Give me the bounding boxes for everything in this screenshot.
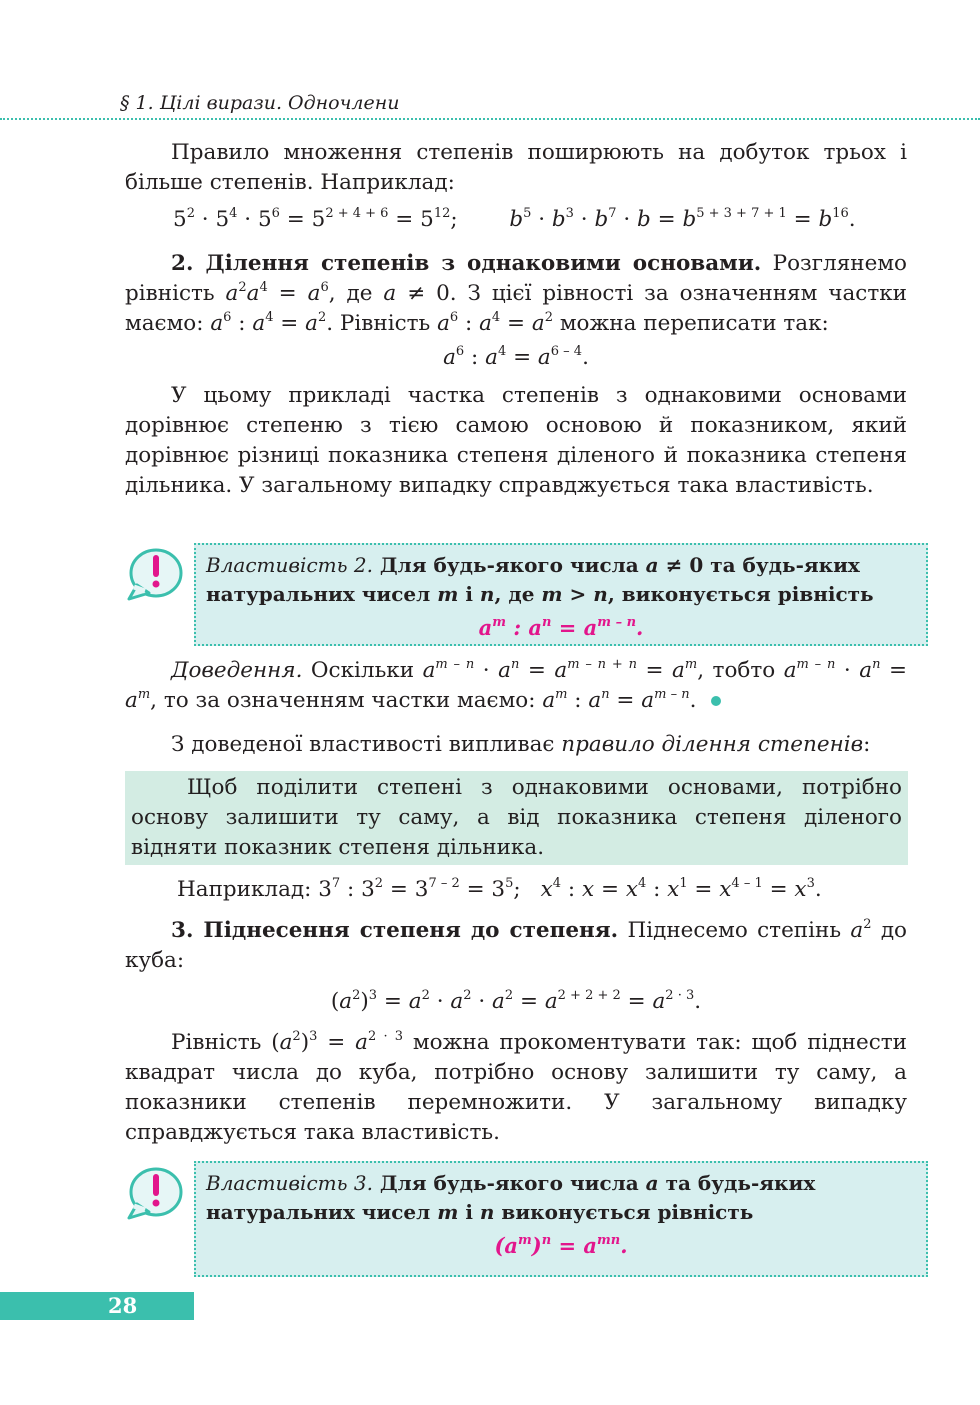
property-2-formula: $a^m$ : $a^n = a^{m - n}$. [478, 615, 644, 640]
paragraph-power-explanation: Рівність $(a^2)^3 = a^{2 \cdot 3}$ можна прокоментувати так: щоб піднести квадрат числа до куба, потрібно основу залишити ту саму, а показники степенів перемножити. У загальному випадку справджується така властивість. [125, 1029, 907, 1145]
exclamation-speech-bubble-icon [125, 541, 187, 605]
header-divider [0, 118, 980, 120]
formula-division-example: $a^6$ : $a^4 = a^{6 - 4}$. [443, 344, 589, 370]
formula-power-of-power-example: $(a^2)^3 = a^2 \cdot a^2 \cdot a^2 = a^{2 + 2 + 2} = a^{2 \cdot 3}$. [330, 988, 702, 1014]
property-3-name: Властивість 3. [206, 1171, 373, 1195]
section-2-paragraph: 2. Ділення степенів з однаковими основами. Розглянемо рівність $a^2a^4 = a^6$, де a ≠ 0. З цієї рівності за означенням частки маємо: $a^6$ : $a^4 = a^2$. Рівність $a^6$ : $a^4 = a^2$ можна переписати так: [125, 251, 907, 336]
paragraph-division-explanation [125, 381, 907, 501]
formula-right: $b^5 \cdot b^3 \cdot b^7 \cdot b = b^{5 + 3 + 7 + 1} = b^{16}$. [509, 206, 856, 232]
page-number: 28 [108, 1293, 138, 1318]
property-2-box: Властивість 2. Для будь-якого числа a ≠ 0 та будь-яких натуральних чисел m і n, де m > n, виконується рівність $a^m$ : $a^n = a^{m - n}$. [194, 543, 928, 646]
end-of-proof-dot-icon [711, 696, 721, 706]
section-3-paragraph: 3. Піднесення степеня до степеня. Піднесемо степінь $a^2$ до куба: [125, 917, 907, 973]
property-3-box: Властивість 3. Для будь-якого числа a та будь-яких натуральних чисел m і n виконується рівність $(a^m)^n = a^{mn}$. [194, 1161, 928, 1277]
proof-label: Доведення. [171, 658, 303, 683]
division-rule-box [125, 771, 908, 865]
section-2-heading: 2. Ділення степенів з однаковими основами. [171, 251, 762, 276]
running-title: § 1. Цілі вирази. Одночлени [120, 92, 400, 114]
section-3-heading: 3. Піднесення степеня до степеня. [171, 918, 619, 943]
rule-text: Щоб поділити степені з однаковими основами, потрібно основу залишити ту саму, а від показника степеня діленого відняти показник степеня дільника. [131, 775, 902, 860]
property-2-name: Властивість 2. [206, 553, 373, 577]
rule-name: правило ділення степенів [561, 732, 864, 757]
property-3-formula: $(a^m)^n = a^{mn}$. [494, 1233, 628, 1258]
exclamation-speech-bubble-icon [125, 1160, 187, 1224]
paragraph-division-rule-intro: З доведеної властивості випливає правило ділення степенів: [171, 732, 871, 757]
formula-multiplication-examples [125, 205, 907, 235]
division-examples: Наприклад: $3^7$ : $3^2 = 3^{7 - 2} = 3^5$; $x^4$ : $x = x^4$ : $x^1 = x^{4 - 1} = x^3$. [177, 876, 822, 902]
paragraph-multiplication-rule [125, 138, 907, 198]
paragraph-text: Правило множення степенів поширюють на добуток трьох і більше степенів. Наприклад: [125, 140, 907, 195]
paragraph-text: У цьому прикладі частка степенів з однаковими основами дорівнює степеню з тією самою основою й показником, який дорівнює різниці показника степеня діленого й показника степеня дільника. У загальному випадку справджується така властивість. [125, 383, 907, 498]
proof-paragraph: Доведення. Оскільки $a^{m - n} \cdot a^n = a^{m - n + n} = a^m$, тобто $a^{m - n} \cdot a^n = a^m$, то за означенням частки маємо: $a^m$ : $a^n = a^{m - n}$. [125, 657, 907, 713]
formula-left: $5^2 \cdot 5^4 \cdot 5^6 = 5^{2 + 4 + 6} = 5^{12}$; [173, 206, 458, 232]
